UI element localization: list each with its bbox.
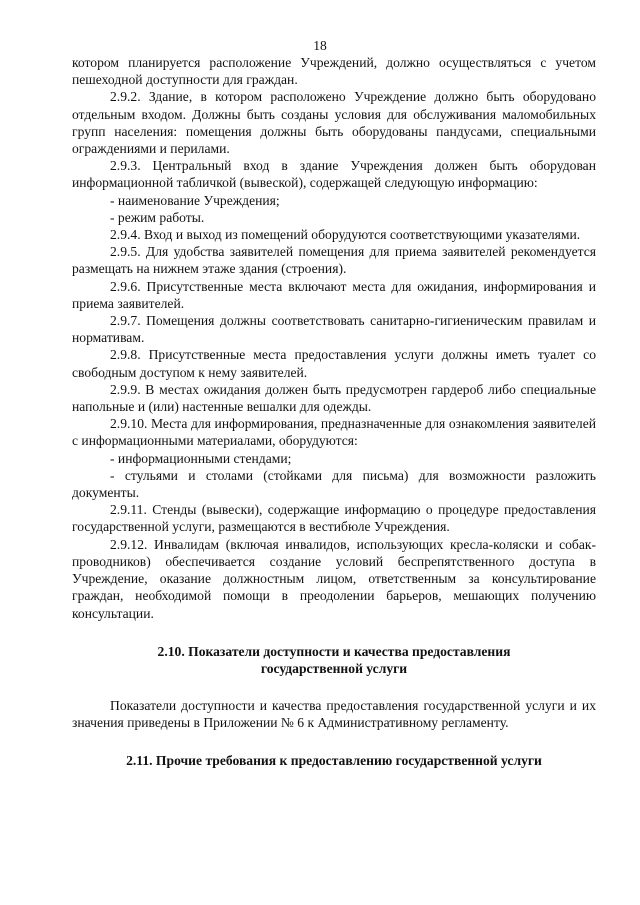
paragraph-list-hours: - режим работы. bbox=[110, 209, 205, 225]
section-heading-2-10-line2: государственной услуги bbox=[260, 660, 408, 676]
paragraph-2-9-12: 2.9.12. Инвалидам (включая инвалидов, использующих кресла-коляски и собак-проводников) обеспечивается создание условий беспрепятственного доступа в Учреждение, оказание должностным лицом, ответственным за консультирование граждан, необходимой помощи в преодолении барьеров, мешающих получению консультации. bbox=[72, 536, 596, 621]
section-heading-2-11: 2.11. Прочие требования к предоставлению государственной услуги bbox=[126, 752, 542, 768]
paragraph-list-stands: - информационными стендами; bbox=[110, 450, 292, 466]
section-heading-2-10-line1: 2.10. Показатели доступности и качества предоставления bbox=[157, 643, 511, 659]
document-body bbox=[72, 54, 596, 769]
paragraph-list-chairs: - стульями и столами (стойками для письма) для возможности разложить документы. bbox=[72, 467, 596, 501]
section-2-9-paragraphs bbox=[72, 54, 596, 622]
paragraph-2-9-11: 2.9.11. Стенды (вывески), содержащие информацию о процедуре предоставления государственной услуги, размещаются в вестибюле Учреждения. bbox=[72, 502, 596, 535]
paragraph-2-9-6: 2.9.6. Присутственные места включают места для ожидания, информирования и приема заявителей. bbox=[72, 278, 596, 311]
paragraph-2-9-2: 2.9.2. Здание, в котором расположено Учреждение должно быть оборудовано отдельным входом. Должны быть созданы условия для обслуживания маломобильных групп населения: помещения должны быть оборудованы пандусами, специальными ограждениями и перилами. bbox=[72, 89, 596, 157]
section-heading-2-10 bbox=[72, 643, 596, 677]
paragraph-2-9-3: 2.9.3. Центральный вход в здание Учреждения должен быть оборудован информационной табличкой (вывеской), содержащей следующую информацию: bbox=[72, 158, 596, 191]
paragraph-list-name: - наименование Учреждения; bbox=[110, 192, 280, 208]
paragraph-2-9-9: 2.9.9. В местах ожидания должен быть предусмотрен гардероб либо специальные напольные и (или) настенные вешалки для одежды. bbox=[72, 381, 596, 415]
paragraph-2-9-8: 2.9.8. Присутственные места предоставления услуги должны иметь туалет со свободным доступом к нему заявителей. bbox=[72, 347, 596, 380]
paragraph-2-9-7: 2.9.7. Помещения должны соответствовать санитарно-гигиеническим правилам и нормативам. bbox=[72, 313, 596, 346]
paragraph-2-10: Показатели доступности и качества предоставления государственной услуги и их значения приведены в Приложении № 6 к Административному регламенту. bbox=[72, 698, 596, 731]
paragraph-2-9-5: 2.9.5. Для удобства заявителей помещения для приема заявителей рекомендуется размещать на нижнем этаже здания (строения). bbox=[72, 244, 596, 277]
paragraph-continuation: котором планируется расположение Учреждений, должно осуществляться с учетом пешеходной доступности для граждан. bbox=[72, 55, 596, 88]
paragraph-2-9-10: 2.9.10. Места для информирования, предназначенные для ознакомления заявителей с информационными материалами, оборудуются: bbox=[72, 416, 596, 449]
paragraph-2-9-4: 2.9.4. Вход и выход из помещений оборудуются соответствующими указателями. bbox=[110, 227, 581, 243]
page-number: 18 bbox=[313, 38, 327, 53]
